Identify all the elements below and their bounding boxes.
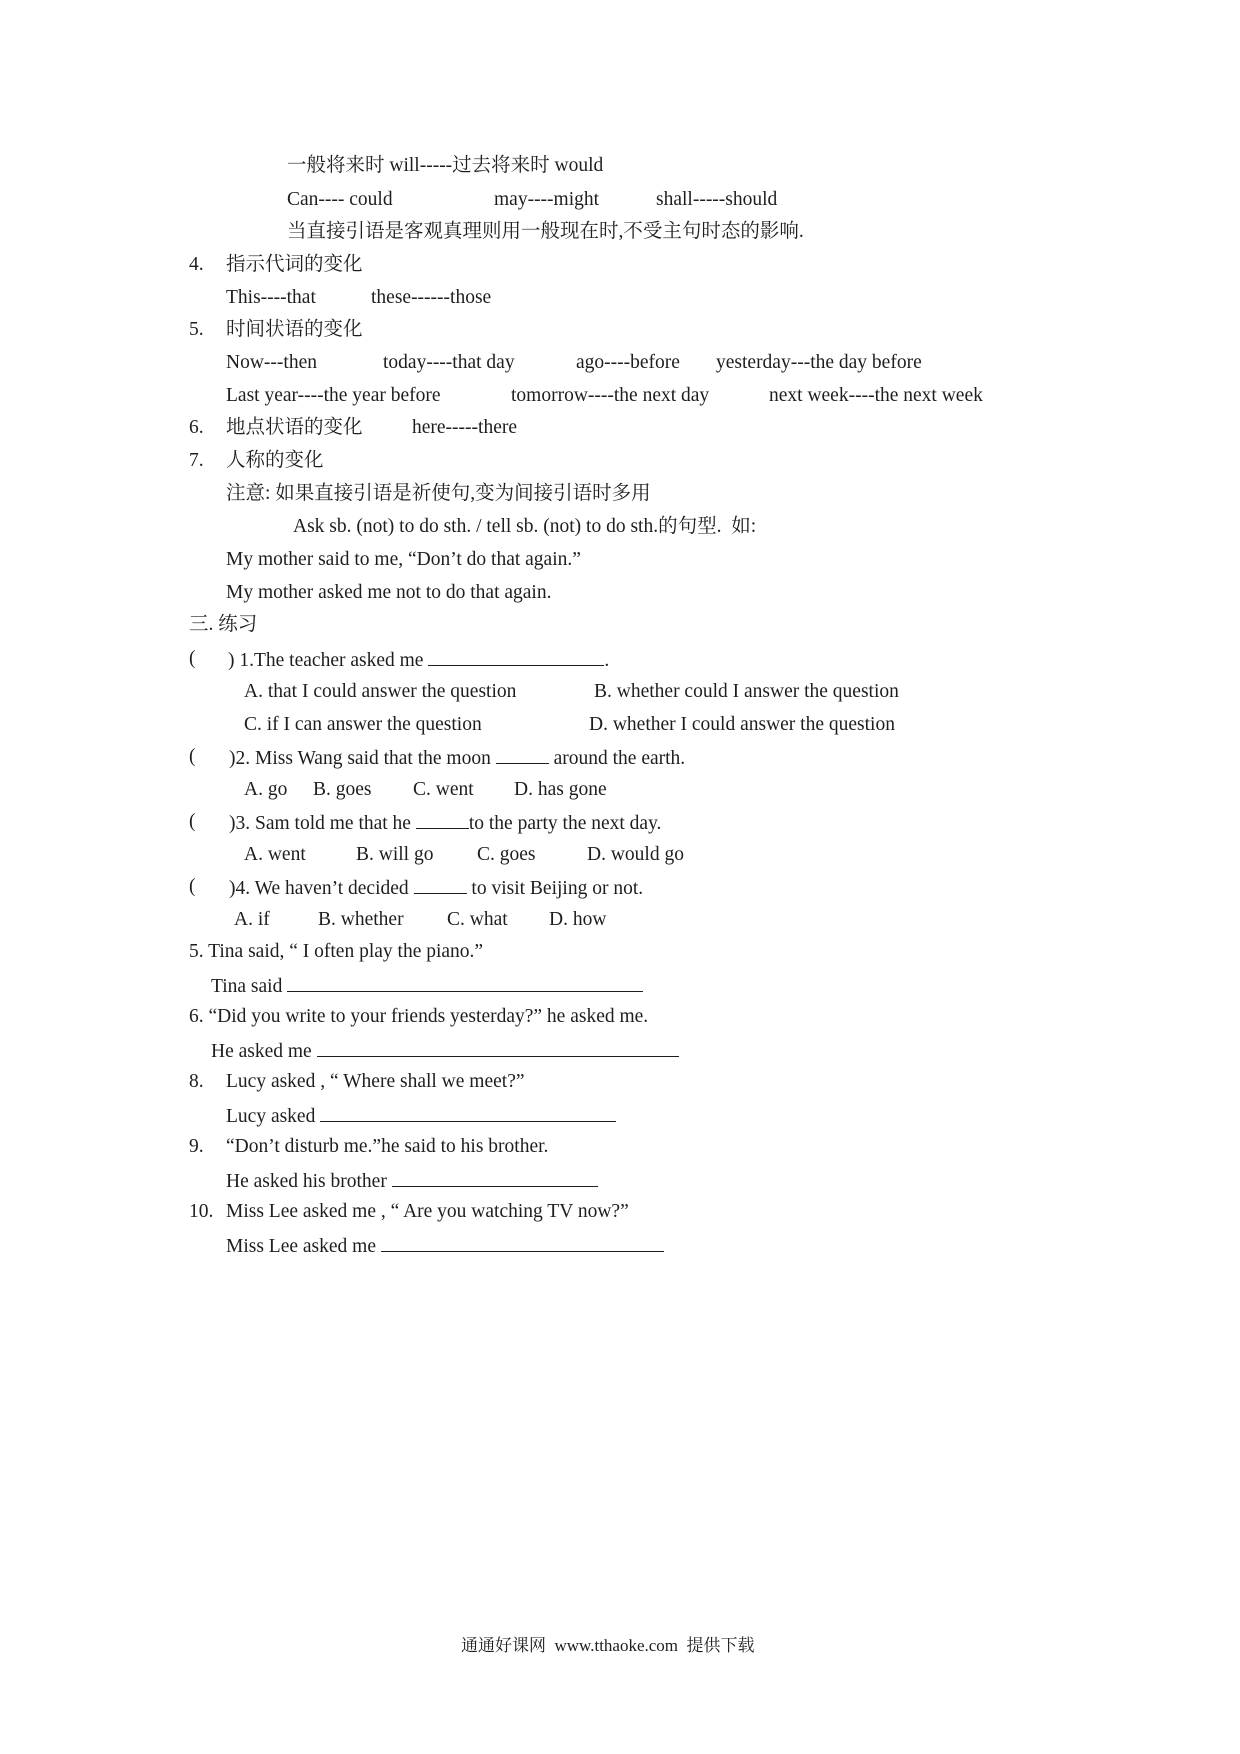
demonstrative-pair: these------those [371,287,492,308]
example-indirect: My mother asked me not to do that again. [226,582,552,603]
question-4-option-a[interactable]: A. if [234,909,270,930]
footer [461,1634,755,1658]
footer-url[interactable]: www.tthaoke.com [554,1636,679,1655]
answer-paren-open: ( [189,648,196,669]
question-8-number: 8. [189,1071,204,1092]
modal-can: Can---- could [287,189,393,210]
question-3-option-b[interactable]: B. will go [356,844,434,865]
question-4-option-d[interactable]: D. how [549,909,607,930]
section-6-number: 6. [189,417,204,438]
footer-suffix: 提供下载 [686,1636,755,1655]
truth-note: 当直接引语是客观真理则用一般现在时,不受主句时态的影响. [287,221,804,242]
answer-paren-open: ( [189,746,196,767]
exercise-heading: 三. 练习 [189,614,258,635]
answer-line[interactable] [317,1038,679,1057]
answer-line[interactable] [381,1233,664,1252]
future-tense-rule: 一般将来时 will-----过去将来时 would [287,155,604,176]
question-6-direct: 6. “Did you write to your friends yesterday?” he asked me. [189,1006,649,1027]
answer-blank[interactable] [496,745,549,764]
time-pair: Last year----the year before [226,385,441,406]
question-10-direct: Miss Lee asked me , “ Are you watching TV now?” [226,1201,629,1222]
time-pair: Now---then [226,352,317,373]
question-5-answer: Tina said [211,973,643,999]
answer-blank[interactable] [416,810,469,829]
question-2-option-b[interactable]: B. goes [313,779,372,800]
question-3-option-d[interactable]: D. would go [587,844,684,865]
section-7-title: 人称的变化 [226,450,324,471]
question-1-option-c[interactable]: C. if I can answer the question [244,714,482,735]
question-8-answer: Lucy asked [226,1103,616,1129]
question-8-direct: Lucy asked , “ Where shall we meet?” [226,1071,525,1092]
modal-may: may----might [494,189,600,210]
section-6-title: 地点状语的变化 [226,417,363,438]
question-10-answer: Miss Lee asked me [226,1233,664,1259]
answer-paren-open: ( [189,811,196,832]
time-pair: next week----the next week [769,385,983,406]
question-5-direct: 5. Tina said, “ I often play the piano.” [189,941,484,962]
demonstrative-pair: This----that [226,287,316,308]
answer-line[interactable] [287,973,643,992]
question-2-option-d[interactable]: D. has gone [514,779,607,800]
answer-blank[interactable] [414,875,467,894]
question-9-number: 9. [189,1136,204,1157]
question-10-number: 10. [189,1201,214,1222]
question-6-answer: He asked me [211,1038,679,1064]
section-4-title: 指示代词的变化 [226,254,363,275]
answer-blank[interactable] [428,647,604,666]
answer-line[interactable] [320,1103,616,1122]
section-5-number: 5. [189,319,204,340]
section-4-number: 4. [189,254,204,275]
question-2-option-a[interactable]: A. go [244,779,288,800]
question-4-option-c[interactable]: C. what [447,909,508,930]
time-pair: ago----before [576,352,680,373]
question-1-option-d[interactable]: D. whether I could answer the question [589,714,895,735]
question-9-direct: “Don’t disturb me.”he said to his brother. [226,1136,549,1157]
question-2-stem: )2. Miss Wang said that the moon around the earth. [229,745,685,771]
question-9-answer: He asked his brother [226,1168,598,1194]
time-pair: yesterday---the day before [716,352,922,373]
question-3-stem: )3. Sam told me that he to the party the next day. [229,810,661,836]
modal-shall: shall-----should [656,189,778,210]
question-1-stem: ) 1.The teacher asked me . [228,647,609,673]
question-2-option-c[interactable]: C. went [413,779,474,800]
question-1-option-a[interactable]: A. that I could answer the question [244,681,517,702]
answer-line[interactable] [392,1168,598,1187]
question-3-option-c[interactable]: C. goes [477,844,536,865]
footer-site-name: 通通好课网 [461,1636,546,1655]
answer-paren-open: ( [189,876,196,897]
question-4-option-b[interactable]: B. whether [318,909,404,930]
place-pair: here-----there [412,417,517,438]
section-5-title: 时间状语的变化 [226,319,363,340]
question-3-option-a[interactable]: A. went [244,844,306,865]
question-4-stem: )4. We haven’t decided to visit Beijing or not. [229,875,643,901]
section-7-number: 7. [189,450,204,471]
question-1-option-b[interactable]: B. whether could I answer the question [594,681,899,702]
imperative-pattern: Ask sb. (not) to do sth. / tell sb. (not) to do sth.的句型. 如: [293,516,757,537]
imperative-note: 注意: 如果直接引语是祈使句,变为间接引语时多用 [226,483,651,504]
time-pair: today----that day [383,352,515,373]
time-pair: tomorrow----the next day [511,385,710,406]
example-direct: My mother said to me, “Don’t do that again.” [226,549,581,570]
